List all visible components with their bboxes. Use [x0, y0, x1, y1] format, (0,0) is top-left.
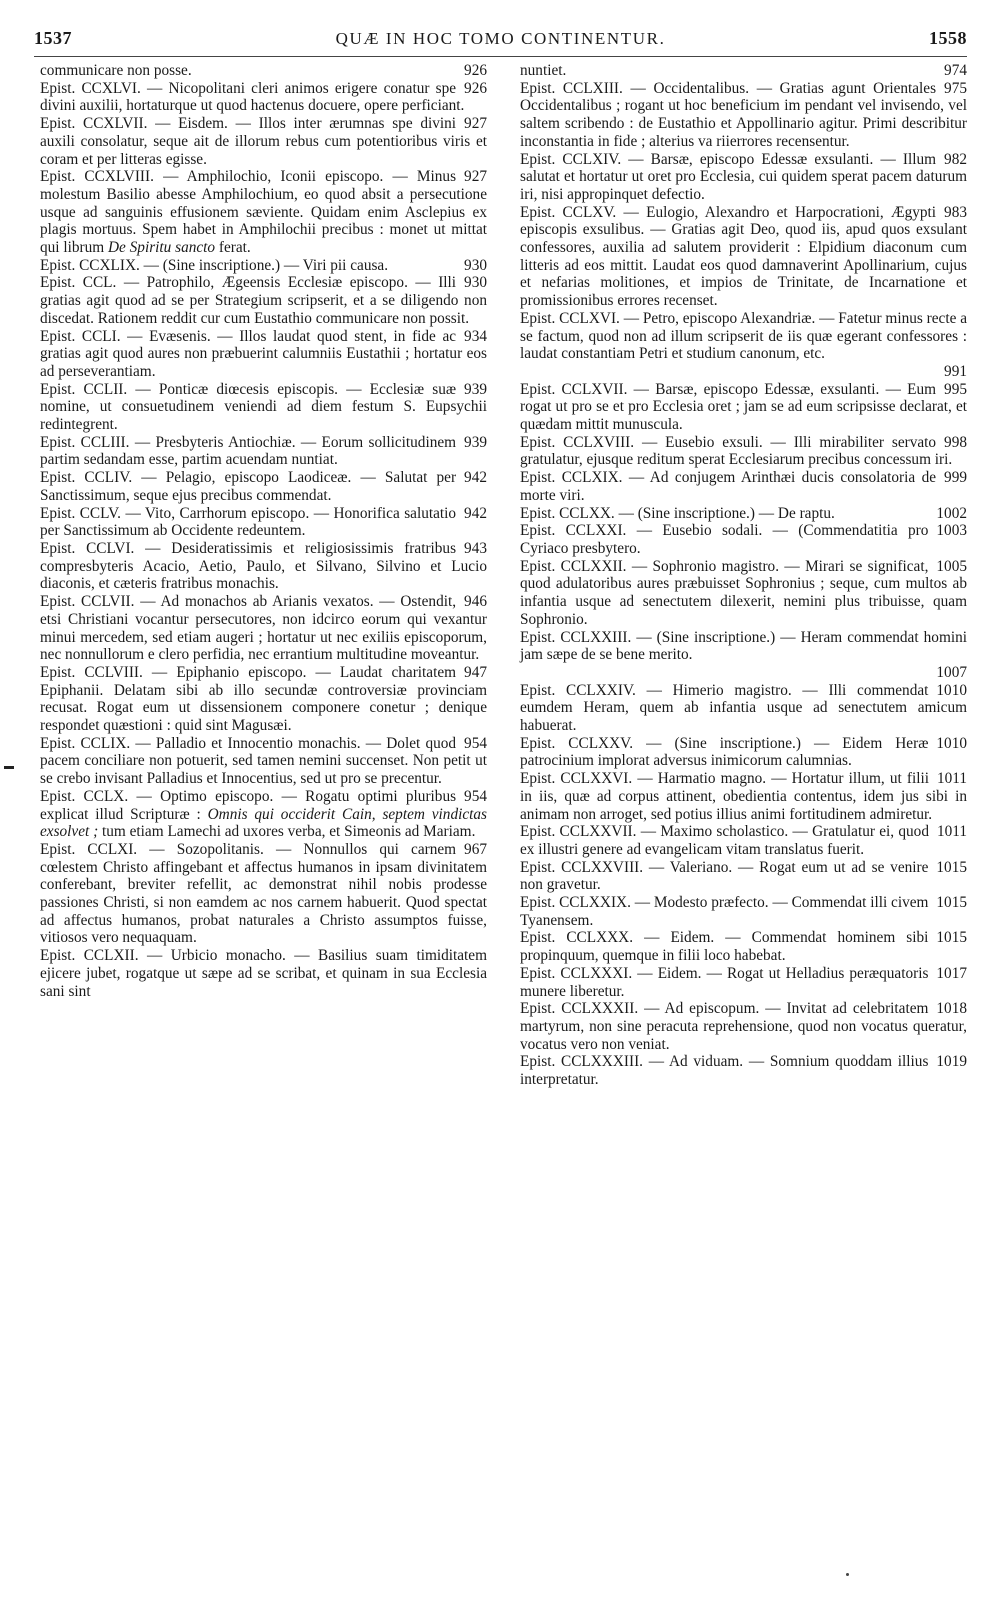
toc-entry	[520, 381, 967, 434]
entry-page-number: 930	[464, 256, 487, 274]
entry-text: Epist. CCLXVII. — Barsæ, episcopo Edessæ, exsulanti. — Eum rogat ut pro se et pro Ecclesia oret ; jam se ad eum scripsisse declarat, et quædam mittit munuscula.	[520, 380, 967, 434]
entry-text: Epist. CCLX. — Optimo episcopo. — Rogatu optimi pluribus explicat illud Scripturæ :	[40, 787, 457, 823]
toc-entry	[520, 823, 967, 858]
entry-text: Epist. CCLI. — Evæsenis. — Illos laudat quod stent, in fide ac gratias agit quod aures non præbuerint calumniis Eustathii ; hortatur eos ad perseverantiam.	[40, 327, 487, 380]
entry-page-number: 1005	[936, 557, 967, 575]
entry-text: Epist. CCXLVIII. — Amphilochio, Iconii episcopo. — Minus molestum Basilio abesse Amphilochium, eo quod absit a persecutione usque ad sanguinis effusionem sæviente. Quidam enim Asclepius ex plagis mortuus. Spem habet in Amphilochii precibus : monet ut mittat qui librum	[40, 168, 487, 257]
entry-text: Epist. CCLXXXIII. — Ad viduam. — Somnium quoddam illius interpretatur.	[520, 1053, 929, 1089]
toc-entry	[40, 735, 487, 788]
running-title: QUÆ IN HOC TOMO CONTINENTUR.	[335, 29, 666, 48]
entry-text: Epist. CCXLVI. — Nicopolitani cleri animos erigere conatur spe divini auxilii, hortaturque ut quod hactenus docuere, opere perficiant.	[40, 79, 465, 115]
toc-entry	[40, 788, 487, 841]
toc-entry	[520, 558, 967, 629]
toc-entry	[520, 1053, 967, 1088]
left-page-number: 1537	[34, 28, 72, 48]
toc-entry	[40, 505, 487, 540]
toc-entry	[520, 434, 967, 469]
entry-text: Epist. CCLIX. — Palladio et Innocentio monachis. — Dolet quod pacem conciliare non potuerit, sed tamen nemini succenset. Non petit ut se crebo invisant Palladius et Innocentius, sed ut pro se precentur.	[40, 734, 487, 788]
toc-entry	[520, 770, 967, 823]
entry-text: Epist. CCLXXX. — Eidem. — Commendat hominem sibi propinquum, quemque in filii loco habebat.	[520, 929, 929, 965]
entry-text: Epist. CCLVIII. — Epiphanio episcopo. — Laudat charitatem Epiphanii. Delatam sibi ab illo secundæ controversiæ provinciam recusat. Rogat eum ut dissensionem componere conetur ; denique respondet quæstioni : quid sint Magusæi.	[40, 663, 487, 735]
entry-page-number: 1011	[936, 770, 967, 788]
entry-text: Epist. CCLXIX. — Ad conjugem Arinthæi ducis consolatoria de morte viri.	[520, 469, 937, 504]
entry-text: Epist. CCLXXV. — (Sine inscriptione.) — Eidem Heræ patrocinium implorat adversus inimicorum calumnias.	[520, 734, 929, 770]
entry-text: Epist. CCLXIII. — Occidentalibus. — Gratias agunt Orientales Occidentalibus ; rogant ut hoc beneficium im pendant vel invisendo, vel saltem scribendo : de Eustathio et Appollinario agitur. Primi describitur inconstantia in fide ; alterius va riierrores recensentur.	[520, 79, 967, 150]
entry-text: Epist. CCLXXIII. — (Sine inscriptione.) — Heram commendat homini jam sæpe de se bene merito.	[520, 628, 967, 664]
entry-text: Epist. CCLXX. — (Sine inscriptione.) — De raptu.	[520, 504, 835, 522]
entry-page-number: 1011	[936, 823, 967, 841]
toc-entry	[520, 151, 967, 204]
toc-entry	[40, 80, 487, 115]
toc-entry	[520, 310, 967, 381]
toc-entry	[520, 735, 967, 770]
entry-text: Epist. CCLXXIV. — Himerio magistro. — Illi commendat eumdem Heram, quem ab infantia usque ad senectutem amicum habuerat.	[520, 681, 967, 735]
entry-text: Epist. CCLIV. — Pelagio, episcopo Laodiceæ. — Salutat per Sanctissimum, seque ejus precibus commendat.	[40, 469, 457, 504]
entry-text: Epist. CCLXXVIII. — Valeriano. — Rogat eum ut ad se venire non gravetur.	[520, 858, 929, 894]
toc-entry	[40, 168, 487, 257]
entry-text: Epist. CCLXVIII. — Eusebio exsuli. — Illi mirabiliter servato gratulatur, ejusque reditum sperat Ecclesiarum precibus concessum iri.	[520, 433, 953, 469]
entry-page-number: 1015	[936, 858, 967, 876]
toc-entry	[40, 947, 487, 1000]
entry-text: Epist. CCLXXXI. — Eidem. — Rogat ut Helladius peræquatoris munere liberetur.	[520, 964, 929, 1000]
toc-entry	[520, 62, 967, 80]
entry-text: Epist. CCLXII. — Urbicio monacho. — Basilius suam timiditatem ejicere jubet, rogatque ut sæpe ad se scribat, et quinam in sua Ecclesia sani sint	[40, 947, 487, 1000]
entry-text: Epist. CCLXXIX. — Modesto præfecto. — Commendat illi civem Tyanensem.	[520, 894, 929, 929]
entry-text: communicare non posse.	[40, 62, 192, 79]
running-header	[34, 28, 967, 57]
toc-entry	[520, 929, 967, 964]
entry-text: Epist. CCLXXXII. — Ad episcopum. — Invitat ad celebritatem martyrum, non sine peracuta reprehensione, quod non vocatus queratur, vocatus vero non veniat.	[520, 1000, 967, 1053]
entry-page-number: 1017	[936, 964, 967, 982]
toc-entry	[520, 682, 967, 735]
entry-text: Epist. CCXLIX. — (Sine inscriptione.) — Viri pii causa.	[40, 256, 389, 274]
toc-entry	[40, 328, 487, 381]
entry-page-number: 998	[944, 433, 967, 451]
entry-italic-title: Omnis qui occiderit Cain, septem vindictas exsolvet ;	[40, 805, 487, 841]
entry-text: Epist. CCLVI. — Desideratissimis et religiosissimis fratribus compresbyteris Acacio, Aetio, Paulo, et Silvano, Silvino et Lucio diaconis, et cæteris fratribus monachis.	[40, 539, 487, 593]
toc-entry	[40, 469, 487, 504]
entry-page-number: 1010	[936, 734, 967, 752]
toc-entry	[40, 274, 487, 327]
entry-page-number: 1019	[936, 1053, 967, 1071]
entry-page-number: 927	[464, 168, 487, 186]
two-column-body	[40, 62, 967, 1089]
entry-page-number: 983	[944, 203, 967, 221]
entry-text: nuntiet.	[520, 62, 567, 79]
entry-page-number: 942	[464, 469, 487, 487]
entry-page-number: 927	[464, 115, 487, 133]
entry-page-number: 995	[944, 380, 967, 398]
toc-entry	[520, 469, 967, 504]
right-page-number: 1558	[929, 28, 967, 48]
entry-page-number: 1018	[936, 1000, 967, 1018]
toc-entry	[40, 62, 487, 80]
entry-page-number: 999	[944, 469, 967, 487]
entry-page-number: 926	[464, 79, 487, 97]
entry-text: Epist. CCXLVII. — Eisdem. — Illos inter ærumnas spe divini auxili consolatur, seque ait de illorum rebus cum potentioribus viris et coram et per litteras egisse.	[40, 115, 487, 168]
toc-entry	[520, 894, 967, 929]
entry-page-number: 1010	[936, 681, 967, 699]
toc-entry	[520, 629, 967, 682]
toc-entry	[520, 522, 967, 557]
entry-page-number: 974	[944, 62, 967, 79]
toc-entry	[520, 505, 967, 523]
toc-entry	[40, 664, 487, 735]
left-column	[40, 62, 487, 1089]
entry-text: Epist. CCLV. — Vito, Carrhorum episcopo. — Honorifica salutatio per Sanctissimum ab Occidente redeuntem.	[40, 504, 457, 540]
margin-dash-mark	[4, 766, 14, 769]
entry-page-number: 982	[944, 150, 967, 168]
entry-text: Epist. CCLXI. — Sozopolitanis. — Nonnullos qui carnem cœlestem Christo affingebant et affectus humanos in ipsam divinitatem conferebant, breviter refellit, ac demonstrat nihil nobis prodesse passiones Christi, si non eamdem ac nos carnem habuerit. Quod spectat ad affectus humanos, probat naturales a Christo assumptos fuisse, vitiosos vero nequaquam.	[40, 840, 487, 947]
entry-text: Epist. CCLXXII. — Sophronio magistro. — Mirari se significat, quod adulatoribus aures præbuisset Sophronius ; seque, cum multos ab infantia usque ad senectutem dilexerit, nemini plus tribuisse, quam Sophronio.	[520, 557, 967, 628]
entry-text: Epist. CCLXXVI. — Harmatio magno. — Hortatur illum, ut filii in iis, quæ ad corpus attinent, obedientia contentus, idem jus sibi in animam non arroget, sed potius illius animi fortitudinem admiretur.	[520, 770, 967, 823]
toc-entry	[40, 115, 487, 168]
toc-entry	[520, 1000, 967, 1053]
entry-page-number: 967	[464, 840, 487, 858]
entry-page-number: 943	[464, 539, 487, 557]
entry-page-number: 926	[464, 62, 487, 79]
entry-page-number: 939	[464, 433, 487, 451]
entry-text: Epist. CCLXV. — Eulogio, Alexandro et Harpocrationi, Ægypti episcopis exsulibus. — Gratias agit Deo, quod iis, apud quos exsulant confessores, auxilia ad salutem providerit : Elpidium diaconum cum litteris ad eos mittit. Laudat eos quod damnaverint Apollinarium, cujus et nefarias molitiones, et impios de Trinitate, de Incarnatione et promissionibus errores recenset.	[520, 203, 967, 310]
entry-text: Epist. CCLXXI. — Eusebio sodali. — (Commendatitia pro Cyriaco presbytero.	[520, 522, 929, 557]
toc-entry	[520, 80, 967, 151]
entry-page-number: 942	[464, 504, 487, 522]
entry-page-number: 1015	[936, 894, 967, 912]
entry-page-number: 975	[944, 79, 967, 97]
toc-entry	[40, 381, 487, 434]
ink-speck	[846, 1573, 849, 1576]
entry-text: Epist. CCLXVI. — Petro, episcopo Alexandriæ. — Fatetur minus recte a se factum, quod non ad illum scripserit de iis quæ egerant confessores : laudat constantiam Petri et studium canonum, etc.	[520, 309, 967, 363]
entry-page-number: 954	[464, 787, 487, 805]
toc-entry	[40, 257, 487, 275]
entry-text-tail: tum etiam Lamechi ad uxores verba, et Simeonis ad Mariam.	[102, 823, 476, 841]
entry-text: Epist. CCLIII. — Presbyteris Antiochiæ. — Eorum sollicitudinem partim sedandam esse, partim acuendam nuntiat.	[40, 433, 457, 469]
toc-entry	[520, 965, 967, 1000]
right-column	[520, 62, 967, 1089]
entry-text: Epist. CCLVII. — Ad monachos ab Arianis vexatos. — Ostendit, etsi Christiani vocantur persecutores, non idcirco eorum qui vexantur minui mercedem, sed etiam augeri ; hortatur ut nec exiliis episcoporum, nec nonnullorum e clero perfidia, nec errantium multitudine moveantur.	[40, 593, 487, 664]
entry-page-number: 1003	[936, 522, 967, 540]
entry-page-number: 991	[944, 362, 967, 380]
entry-page-number: 954	[464, 734, 487, 752]
entry-text: Epist. CCLXXVII. — Maximo scholastico. — Gratulatur ei, quod ex illustri genere ad evangelicam vitam translatus fuerit.	[520, 823, 929, 858]
entry-text: Epist. CCL. — Patrophilo, Ægeensis Ecclesiæ episcopo. — Illi gratias agit quod ad se per Strategium scripserit, et a se diligendo non discedat. Rationem reddit cur cum Eustathio communicare non possit.	[40, 274, 487, 327]
toc-entry	[520, 859, 967, 894]
entry-page-number: 939	[464, 380, 487, 398]
entry-text: Epist. CCLII. — Ponticæ diœcesis episcopis. — Ecclesiæ suæ nomine, ut consuetudinem veniendi ad diem festum S. Eupsychii redintegrent.	[40, 380, 487, 434]
entry-page-number: 930	[464, 274, 487, 292]
toc-entry	[520, 204, 967, 310]
entry-page-number: 1015	[936, 929, 967, 947]
entry-page-number: 946	[464, 593, 487, 611]
toc-entry	[40, 434, 487, 469]
entry-text-tail: ferat.	[218, 239, 251, 257]
entry-page-number: 1002	[936, 504, 967, 522]
entry-text: Epist. CCLXIV. — Barsæ, episcopo Edessæ exsulanti. — Illum salutat et hortatur ut oret pro Ecclesia, cui quidem sperat pacem daturum iri, nisi appropinquet defectio.	[520, 150, 967, 203]
toc-entry	[40, 841, 487, 947]
entry-italic-title: De Spiritu sancto	[108, 239, 216, 257]
entry-page-number: 1007	[936, 663, 967, 681]
entry-page-number: 947	[464, 663, 487, 681]
toc-entry	[40, 593, 487, 664]
entry-page-number: 934	[464, 327, 487, 345]
toc-entry	[40, 540, 487, 593]
